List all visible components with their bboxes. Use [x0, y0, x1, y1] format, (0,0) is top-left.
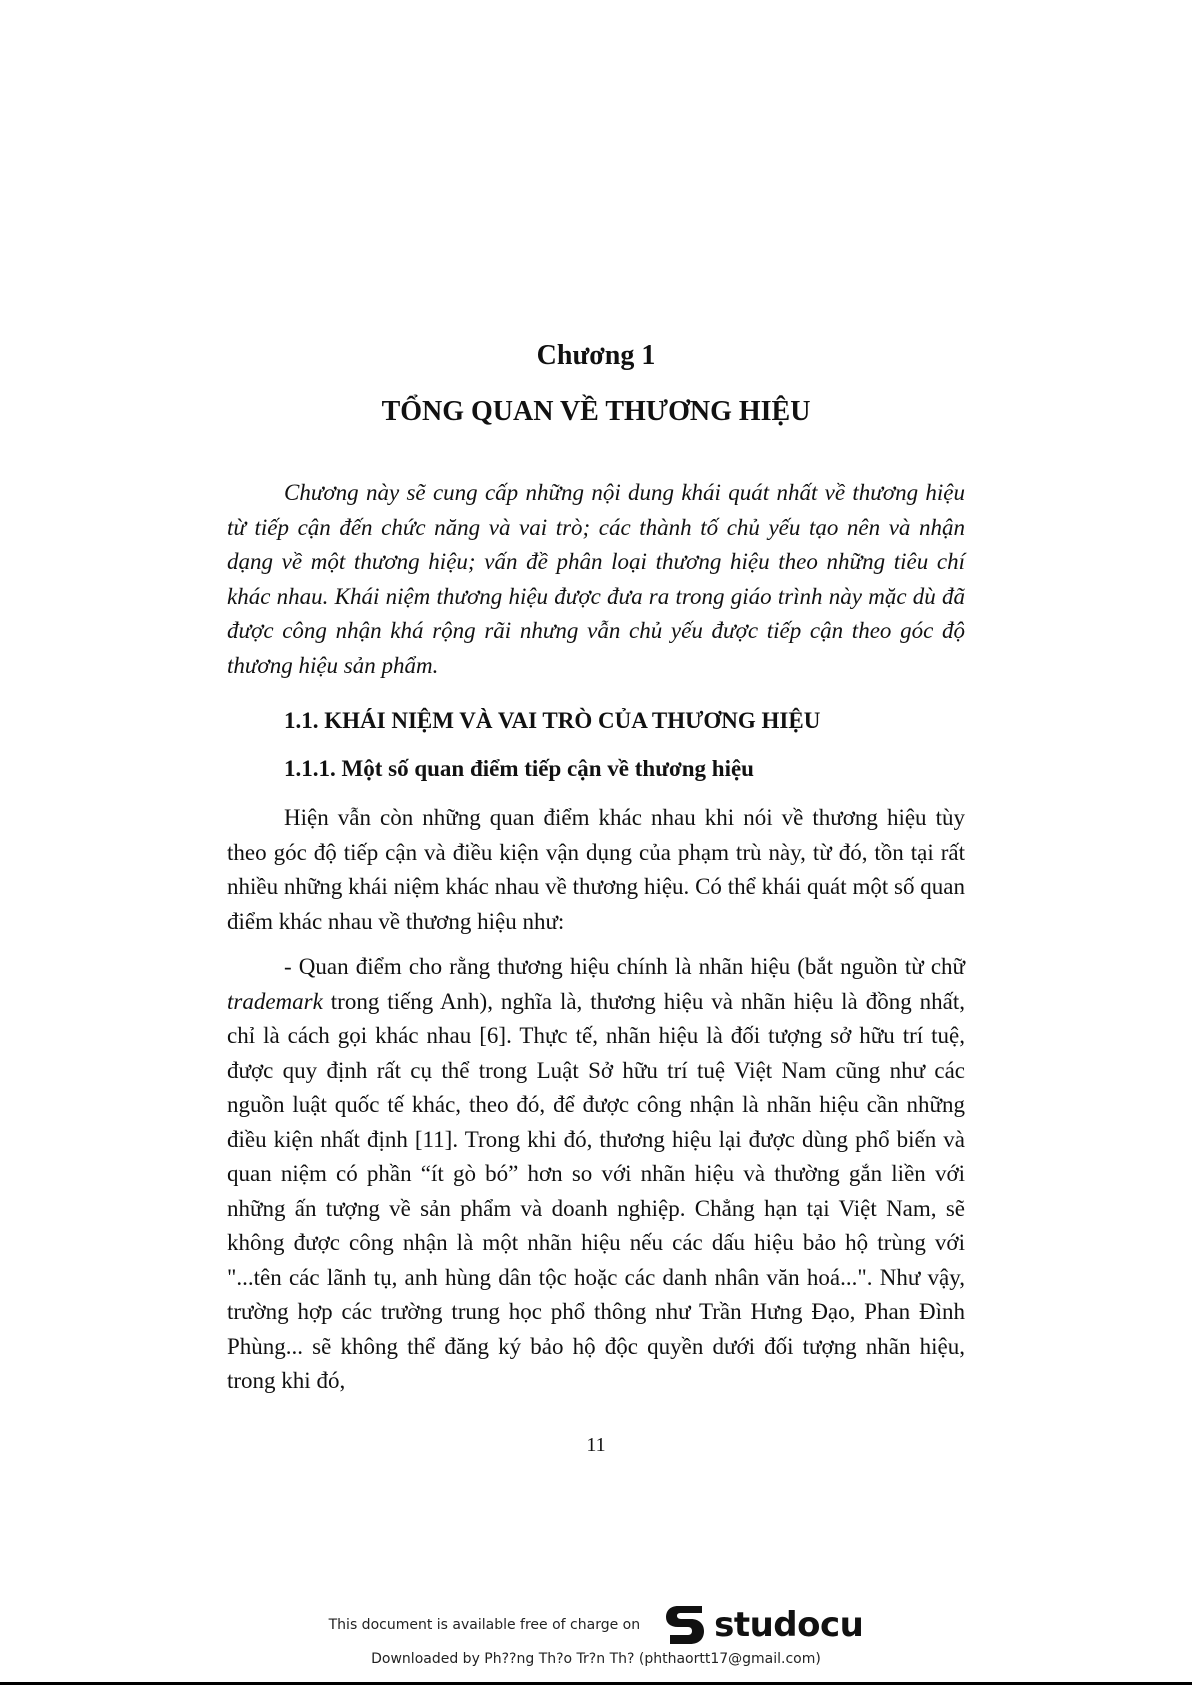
footer-availability: [0, 1600, 1192, 1650]
chapter-title: TỔNG QUAN VỀ THƯƠNG HIỆU: [381, 396, 811, 427]
studocu-logo[interactable]: [664, 1602, 863, 1648]
chapter-label: Chương 1: [536, 340, 656, 371]
body-paragraph-1: [227, 801, 965, 939]
subsection-heading: 1.1.1. Một số quan điểm tiếp cận về thương hiệu: [284, 756, 754, 781]
italic-term: trademark: [227, 988, 323, 1014]
page-number: 11: [586, 1434, 606, 1456]
paragraph-text-start: - Quan điểm cho rằng thương hiệu chính là nhãn hiệu (bắt nguồn từ chữ: [284, 954, 965, 979]
download-info: Downloaded by Ph??ng Th?o Tr?n Th? (phthaortt17@gmail.com): [371, 1651, 821, 1667]
abstract-text: Chương này sẽ cung cấp những nội dung khái quát nhất về thương hiệu từ tiếp cận đến chức năng và vai trò; các thành tố chủ yếu tạo nên và nhận dạng về một thương hiệu; vấn đề phân loại thương hiệu theo những tiêu chí khác nhau. Khái niệm thương hiệu được đưa ra trong giáo trình này mặc dù đã được công nhận khá rộng rãi nhưng vẫn chủ yếu được tiếp cận theo góc độ thương hiệu sản phẩm.: [227, 480, 965, 678]
body-paragraph-2: [227, 950, 965, 1399]
studocu-s-icon: [664, 1602, 708, 1648]
paragraph-text: [227, 950, 965, 1399]
paragraph-text-rest: trong tiếng Anh), nghĩa là, thương hiệu và nhãn hiệu là đồng nhất, chỉ là cách gọi khác nhau [6]. Thực tế, nhãn hiệu là đối tượng sở hữu trí tuệ, được quy định rất cụ thể trong Luật Sở hữu trí tuệ Việt Nam cũng như các nguồn luật quốc tế khác, theo đó, để được công nhận là nhãn hiệu cần những điều kiện nhất định [11]. Trong khi đó, thương hiệu lại được dùng phổ biến và quan niệm có phần “ít gò bó” hơn so với nhãn hiệu và thường gắn liền với những ấn tượng về sản phẩm và doanh nghiệp. Chẳng hạn tại Việt Nam, sẽ không được công nhận là một nhãn hiệu nếu các dấu hiệu bảo hộ trùng với "...tên các lãnh tụ, anh hùng dân tộc hoặc các danh nhân văn hoá...". Như vậy, trường hợp các trường trung học phổ thông như Trần Hưng Đạo, Phan Đình Phùng... sẽ không thể đăng ký bảo hộ độc quyền dưới đối tượng nhãn hiệu, trong khi đó,: [227, 988, 965, 1393]
brand-name: studocu: [714, 1605, 864, 1645]
section-heading: 1.1. KHÁI NIỆM VÀ VAI TRÒ CỦA THƯƠNG HIỆU: [284, 708, 821, 733]
availability-text: This document is available free of charge on: [328, 1617, 641, 1633]
chapter-abstract: [227, 476, 965, 683]
paragraph-text: Hiện vẫn còn những quan điểm khác nhau khi nói về thương hiệu tùy theo góc độ tiếp cận và điều kiện vận dụng của phạm trù này, từ đó, tồn tại rất nhiều những khái niệm khác nhau về thương hiệu. Có thể khái quát một số quan điểm khác nhau về thương hiệu như:: [227, 805, 965, 934]
